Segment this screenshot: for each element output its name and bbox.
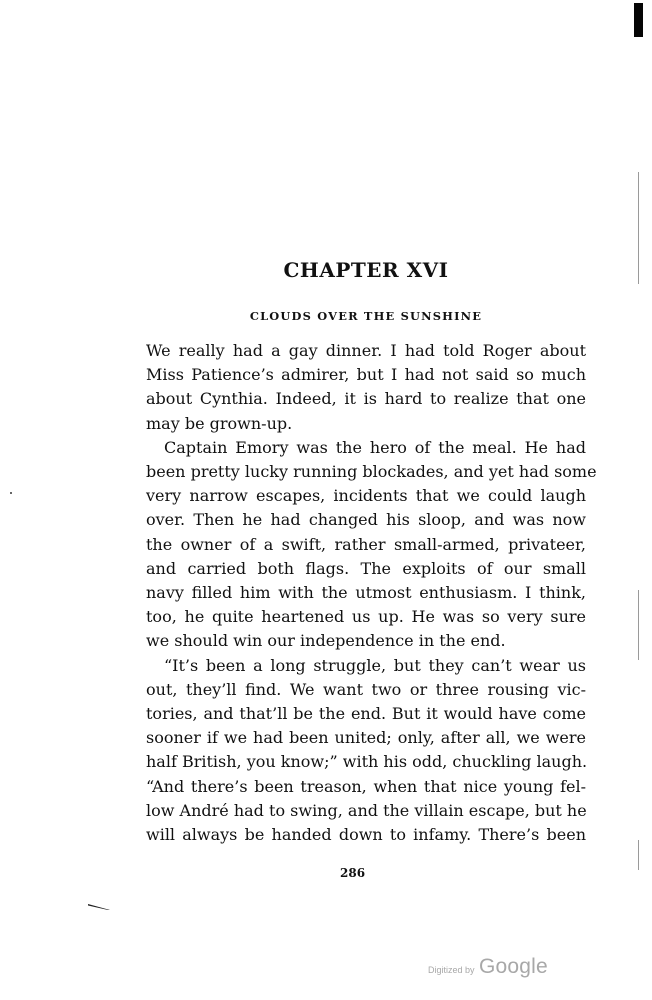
paragraph: [146, 654, 586, 848]
watermark-prefix: Digitized by: [428, 965, 475, 975]
text-line: too, he quite heartened us up. He was so very sure: [146, 607, 586, 627]
text-line: low André had to swing, and the villain escape, but he: [146, 800, 587, 820]
paragraph: [146, 339, 586, 436]
text-line: the owner of a swift, rather small-armed, privateer,: [146, 534, 586, 554]
watermark-brand: Google: [478, 955, 548, 978]
chapter-subtitle: CLOUDS OVER THE SUNSHINE: [249, 309, 483, 323]
scan-edge-bar: [634, 3, 643, 37]
text-line: very narrow escapes, incidents that we could laugh: [146, 486, 586, 506]
text-line: “It’s been a long struggle, but they can’t wear us: [164, 655, 586, 675]
scan-edge-line: [638, 590, 639, 660]
text-line: out, they’ll find. We want two or three rousing vic-: [146, 679, 586, 699]
page-number: 286: [340, 866, 366, 880]
text-line: navy filled him with the utmost enthusiasm. I think,: [146, 583, 586, 603]
scan-edge-line: [638, 840, 639, 870]
text-line: We really had a gay dinner. I had told Roger about: [146, 341, 586, 360]
scan-mark: [88, 904, 110, 910]
text-line: may be grown-up.: [146, 413, 293, 433]
text-line: tories, and that’ll be the end. But it would have come: [146, 704, 586, 724]
digitized-watermark: [428, 955, 548, 979]
chapter-title: CHAPTER XVI: [283, 258, 449, 282]
text-line: about Cynthia. Indeed, it is hard to realize that one: [146, 389, 586, 409]
text-line: sooner if we had been united; only, after all, we were: [146, 728, 586, 748]
chapter-body: [146, 339, 597, 847]
text-line: will always be handed down to infamy. There’s been: [146, 825, 586, 845]
text-line: Miss Patience’s admirer, but I had not said so much: [146, 365, 586, 385]
scan-speck: [10, 492, 12, 494]
text-line: been pretty lucky running blockades, and yet had some: [146, 462, 597, 482]
text-line: “And there’s been treason, when that nice young fel-: [146, 776, 586, 796]
paragraph: [146, 436, 597, 654]
book-page: [146, 256, 597, 847]
text-line: we should win our independence in the end.: [146, 631, 506, 651]
text-line: over. Then he had changed his sloop, and was now: [146, 510, 586, 530]
text-line: half British, you know;” with his odd, chuckling laugh.: [146, 752, 588, 772]
text-line: and carried both flags. The exploits of our small: [146, 558, 586, 578]
text-line: Captain Emory was the hero of the meal. He had: [164, 437, 586, 457]
scan-edge-line: [638, 172, 639, 284]
